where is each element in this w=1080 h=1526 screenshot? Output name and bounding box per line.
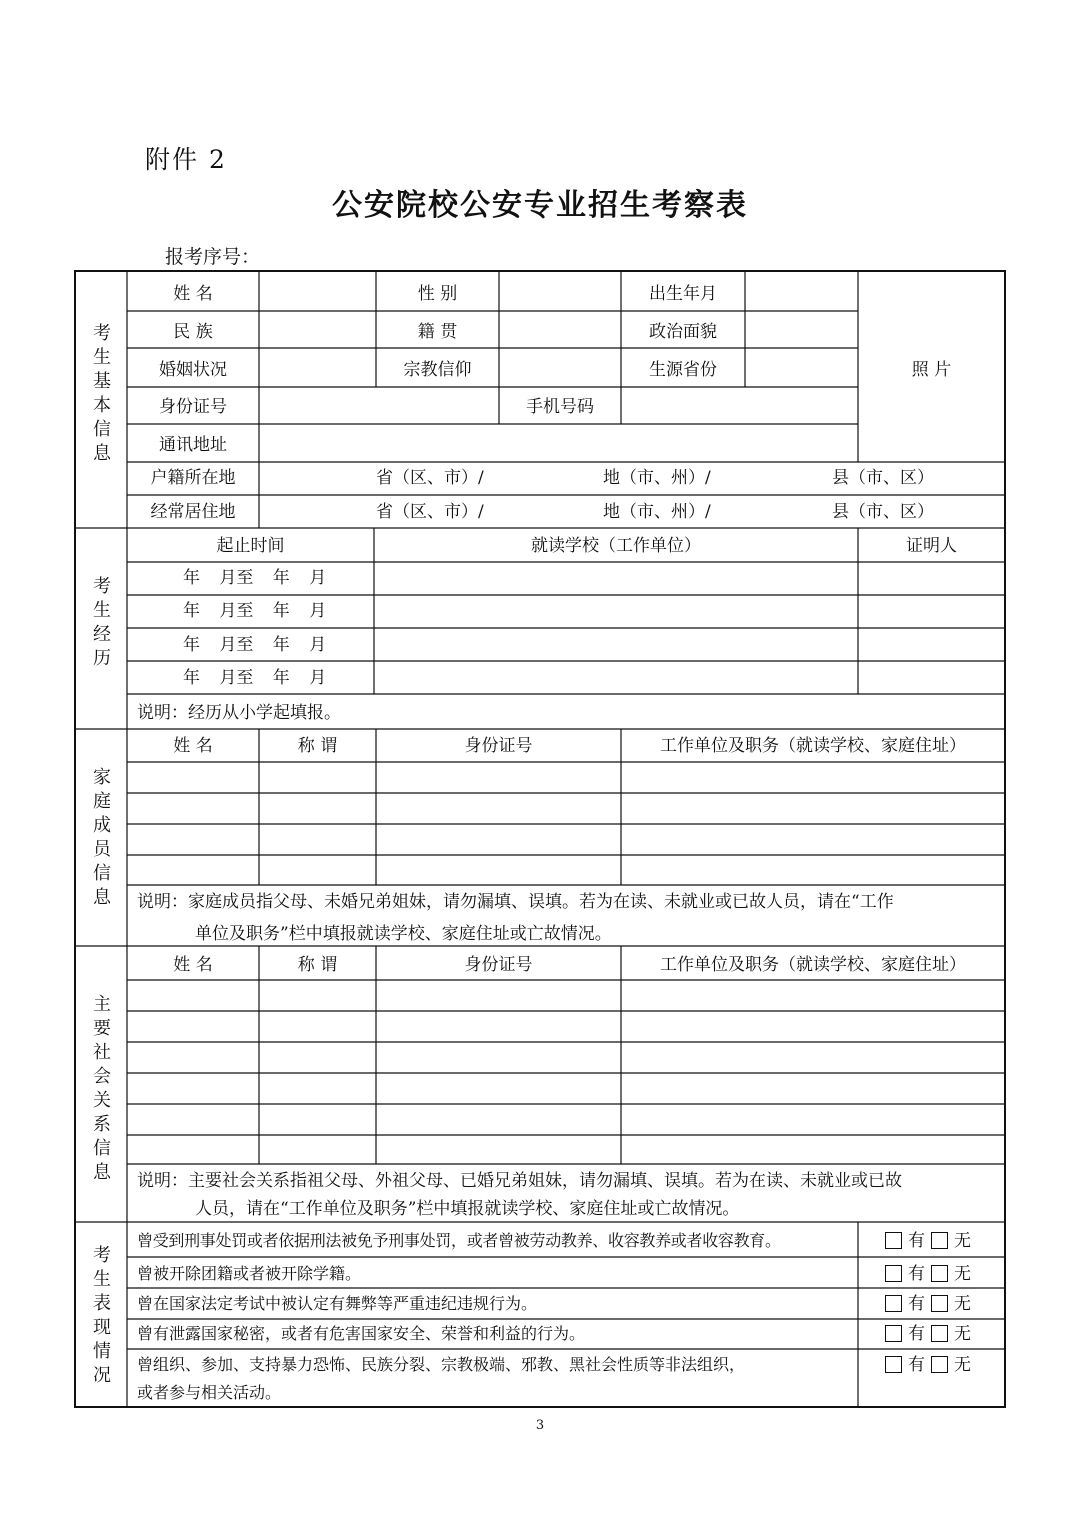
yes-label: 有 — [908, 1324, 925, 1344]
conduct-item-2: 曾被开除团籍或者被开除学籍。 — [137, 1264, 362, 1283]
soc-col-rel: 称 谓 — [297, 955, 338, 975]
seq-label: 报考序号： — [165, 246, 261, 268]
section-experience-label: 考 生 经 历 — [93, 576, 111, 669]
conduct-choice-5 — [885, 1355, 971, 1375]
soc-col-id: 身份证号 — [464, 955, 533, 975]
conduct-item-1: 曾受到刑事处罚或者依据刑法被免予刑事处罚，或者曾被劳动教养、收容教养或者收容教育。 — [137, 1231, 781, 1250]
conduct-item-4: 曾有泄露国家秘密，或者有危害国家安全、荣誉和利益的行为。 — [137, 1324, 586, 1343]
residence-county: 县（市、区） — [832, 502, 934, 522]
section-family-label: 家 庭 成 员 信 息 — [93, 767, 111, 908]
label-political: 政治面貌 — [649, 322, 717, 342]
no-label: 无 — [954, 1355, 971, 1375]
label-phone: 手机号码 — [526, 397, 594, 417]
fam-col-id: 身份证号 — [464, 736, 533, 756]
label-birth: 出生年月 — [649, 284, 717, 304]
conduct-item-5: 曾组织、参加、支持暴力恐怖、民族分裂、宗教极端、邪教、黑社会性质等非法组织， — [137, 1355, 746, 1374]
label-religion: 宗教信仰 — [403, 360, 472, 380]
exp-row-time: 年 月至 年 月 — [183, 568, 327, 588]
yes-checkbox[interactable] — [885, 1232, 902, 1249]
no-checkbox[interactable] — [931, 1232, 948, 1249]
no-label: 无 — [954, 1324, 971, 1344]
yes-checkbox[interactable] — [885, 1265, 902, 1282]
conduct-item-5-cont: 或者参与相关活动。 — [137, 1383, 282, 1402]
yes-checkbox[interactable] — [885, 1325, 902, 1342]
residence-province: 省（区、市）/ — [376, 502, 484, 522]
form-title: 公安院校公安专业招生考察表 — [332, 188, 748, 223]
residence-city: 地（市、州）/ — [603, 502, 711, 522]
yes-checkbox[interactable] — [885, 1295, 902, 1312]
section-conduct-label: 考 生 表 现 情 况 — [93, 1245, 111, 1386]
no-checkbox[interactable] — [931, 1356, 948, 1373]
fam-col-rel: 称 谓 — [297, 736, 338, 756]
fam-note-line2: 单位及职务”栏中填报就读学校、家庭住址或亡故情况。 — [195, 924, 612, 944]
exp-col-witness: 证明人 — [906, 536, 957, 556]
attachment-label: 附件 2 — [145, 145, 227, 174]
label-native: 籍 贯 — [417, 322, 458, 342]
no-checkbox[interactable] — [931, 1325, 948, 1342]
no-label: 无 — [954, 1294, 971, 1314]
section-basic-label: 考 生 基 本 信 息 — [93, 323, 111, 464]
yes-label: 有 — [908, 1264, 925, 1284]
conduct-choice-3 — [885, 1294, 971, 1314]
label-ethnic: 民 族 — [173, 322, 213, 342]
no-label: 无 — [954, 1264, 971, 1284]
soc-col-name: 姓 名 — [173, 955, 213, 975]
hukou-province: 省（区、市）/ — [376, 468, 484, 488]
label-origin: 生源省份 — [649, 360, 717, 380]
yes-checkbox[interactable] — [885, 1356, 902, 1373]
exp-row-time: 年 月至 年 月 — [183, 635, 327, 655]
page-number: 3 — [535, 1418, 545, 1433]
conduct-choice-4 — [885, 1324, 971, 1344]
label-idno: 身份证号 — [159, 397, 227, 417]
fam-col-name: 姓 名 — [173, 736, 213, 756]
yes-label: 有 — [908, 1355, 925, 1375]
label-address: 通讯地址 — [159, 435, 227, 455]
label-hukou: 户籍所在地 — [150, 468, 236, 488]
hukou-county: 县（市、区） — [832, 468, 934, 488]
exp-row-time: 年 月至 年 月 — [183, 668, 327, 688]
yes-label: 有 — [908, 1231, 925, 1251]
photo-placeholder: 照 片 — [911, 360, 952, 380]
label-marital: 婚姻状况 — [159, 360, 227, 380]
no-checkbox[interactable] — [931, 1295, 948, 1312]
soc-note-line1: 说明：主要社会关系指祖父母、外祖父母、已婚兄弟姐妹，请勿漏填、误填。若为在读、未就业或已故 — [137, 1171, 902, 1191]
hukou-city: 地（市、州）/ — [603, 468, 711, 488]
soc-note-line2: 人员，请在“工作单位及职务”栏中填报就读学校、家庭住址或亡故情况。 — [195, 1199, 740, 1219]
exp-col-school: 就读学校（工作单位） — [531, 536, 701, 556]
section-social-label: 主 要 社 会 关 系 信 息 — [93, 994, 111, 1183]
label-gender: 性 别 — [417, 284, 458, 304]
no-checkbox[interactable] — [931, 1265, 948, 1282]
label-name: 姓 名 — [173, 284, 213, 304]
no-label: 无 — [954, 1231, 971, 1251]
fam-note-line1: 说明：家庭成员指父母、未婚兄弟姐妹，请勿漏填、误填。若为在读、未就业或已故人员，请在“工作 — [137, 892, 894, 912]
exp-note: 说明：经历从小学起填报。 — [137, 703, 341, 723]
label-residence: 经常居住地 — [150, 502, 236, 522]
conduct-choice-2 — [885, 1264, 971, 1284]
fam-col-work: 工作单位及职务（就读学校、家庭住址） — [660, 736, 966, 756]
soc-col-work: 工作单位及职务（就读学校、家庭住址） — [660, 955, 966, 975]
exp-row-time: 年 月至 年 月 — [183, 601, 327, 621]
conduct-choice-1 — [885, 1231, 971, 1251]
exp-col-time: 起止时间 — [216, 536, 285, 556]
yes-label: 有 — [908, 1294, 925, 1314]
conduct-item-3: 曾在国家法定考试中被认定有舞弊等严重违纪违规行为。 — [137, 1294, 538, 1313]
